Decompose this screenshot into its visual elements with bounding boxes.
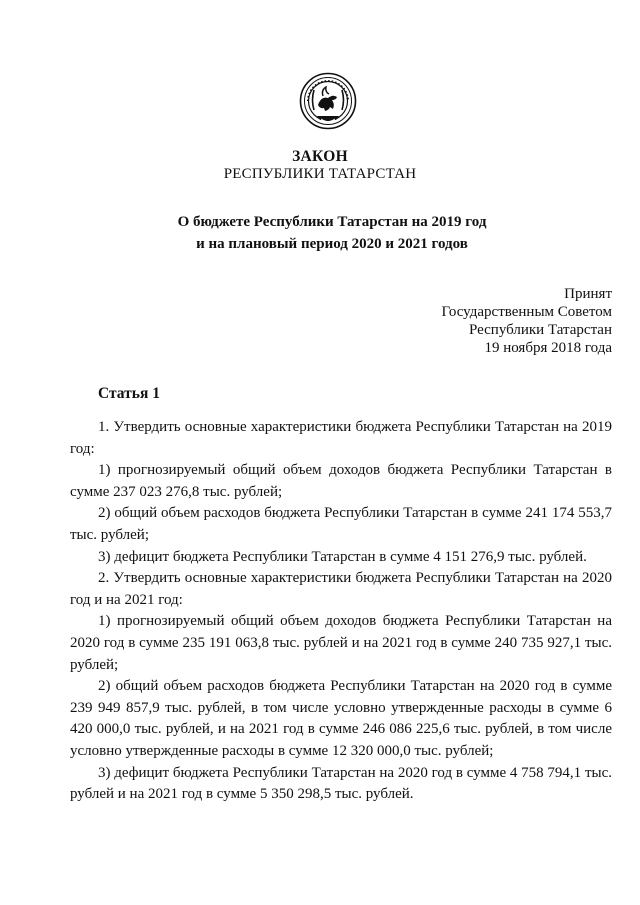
adoption-date: 19 ноября 2018 года: [484, 340, 612, 356]
coat-of-arms-emblem: [299, 72, 357, 130]
paragraph: 3) дефицит бюджета Республики Татарстан на 2020 год в сумме 4 758 794,1 тыс. рублей и на 2021 год в сумме 5 350 298,5 тыс. рублей.: [70, 764, 612, 803]
article-body: [70, 417, 612, 806]
adoption-line-3: Республики Татарстан: [468, 322, 612, 338]
paragraph: 2. Утвердить основные характеристики бюджета Республики Татарстан на 2020 год и на 2021 год:: [70, 570, 612, 608]
adoption-line-2: Государственным Советом: [441, 304, 612, 320]
adoption-line-1: Принят: [564, 286, 612, 302]
paragraph: 2) общий объем расходов бюджета Республики Татарстан на 2020 год в сумме 239 949 857,9 тыс. рублей, в том числе условно утвержденные расходы в сумме 6 420 000,0 тыс. рублей, и на 2021 год в сумме 246 086 225,6 тыс. рублей, в том числе условно утвержденные расходы в сумме 12 320 000,0 тыс. рублей;: [70, 678, 612, 759]
republic-heading: РЕСПУБЛИКИ ТАТАРСТАН: [223, 166, 417, 182]
paragraph: 2) общий объем расходов бюджета Республики Татарстан в сумме 241 174 553,7 тыс. рублей;: [70, 505, 612, 543]
paragraph: 1. Утвердить основные характеристики бюджета Республики Татарстан на 2019 год:: [70, 419, 612, 457]
law-title: [0, 211, 640, 255]
adoption-block: [392, 285, 612, 357]
article-heading: Статья 1: [98, 385, 160, 402]
law-title-line-2: и на плановый период 2020 и 2021 годов: [196, 236, 468, 252]
law-heading: ЗАКОН: [292, 148, 348, 165]
law-title-line-1: О бюджете Республики Татарстан на 2019 год: [177, 214, 487, 230]
paragraph: 1) прогнозируемый общий объем доходов бюджета Республики Татарстан на 2020 год в сумме 235 191 063,8 тыс. рублей и на 2021 год в сумме 240 735 927,1 тыс. рублей;: [70, 613, 612, 673]
paragraph: 3) дефицит бюджета Республики Татарстан в сумме 4 151 276,9 тыс. рублей.: [98, 548, 587, 565]
paragraph: 1) прогнозируемый общий объем доходов бюджета Республики Татарстан в сумме 237 023 276,8 тыс. рублей;: [70, 462, 612, 500]
